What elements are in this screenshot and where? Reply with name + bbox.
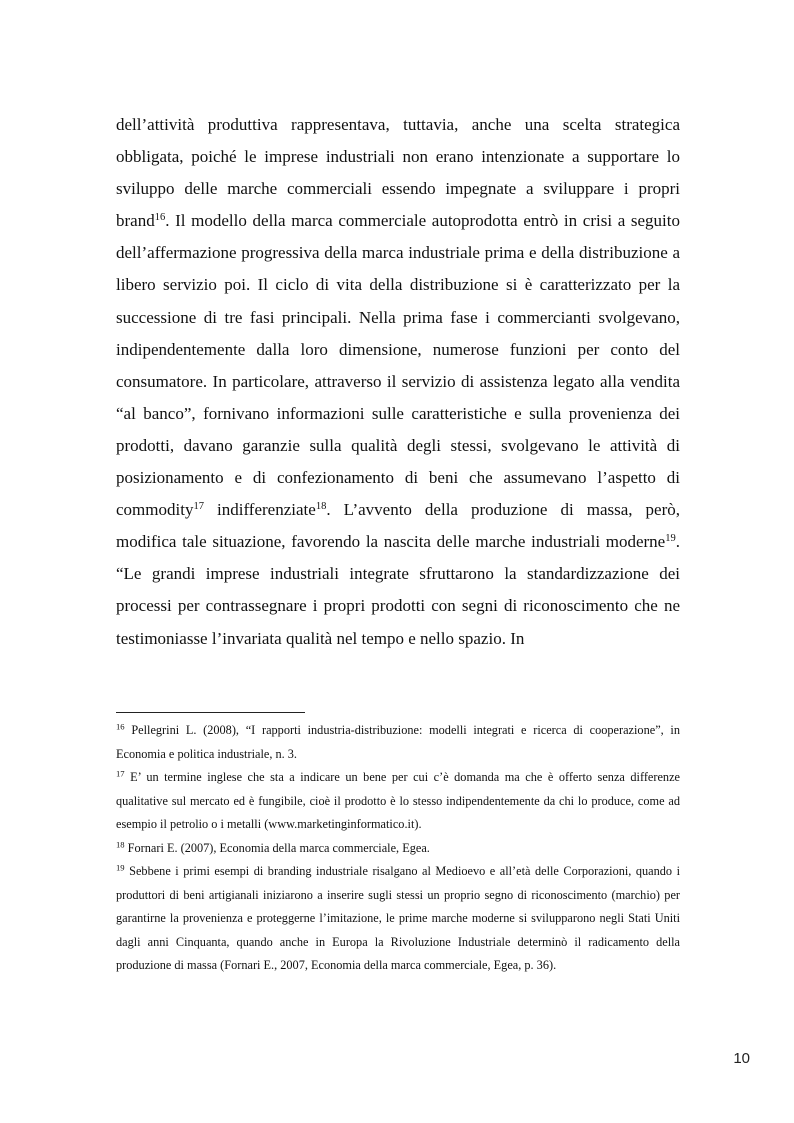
footnote-ref-17: 17 xyxy=(193,501,204,513)
body-text-segment: dell’attività produttiva rappresentava, tuttavia, anche una scelta strategica obbligata, poiché le imprese industriali non erano intenzionate a supportare lo sviluppo delle marche commerciali essendo impegnate a sviluppare i propri brand xyxy=(116,115,680,231)
body-paragraph xyxy=(116,109,680,655)
footnote-text: Sebbene i primi esempi di branding industriale risalgano al Medioevo e all’età delle Corporazioni, quando i produttori di beni artigianali iniziarono a inserire sugli stessi un proprio segno di riconoscimento (marchio) per garantirne la provenienza e proteggerne l’imitazione, le prime marche moderne si svilupparono negli Stati Uniti dagli anni Cinquanta, quando anche in Europa la Rivoluzione Industriale determinò il radicamento della produzione di massa (Fornari E., 2007, Economia della marca commerciale, Egea, p. 36). xyxy=(116,864,680,972)
footnote-text: Pellegrini L. (2008), “I rapporti industria-distribuzione: modelli integrati e ricerca di cooperazione”, in Economia e politica industriale, n. 3. xyxy=(116,723,680,761)
footnote-text: E’ un termine inglese che sta a indicare un bene per cui c’è domanda ma che è offerto senza differenze qualitative sul mercato ed è fungibile, cioè il prodotto è lo stesso indipendentemente da chi lo produce, come ad esempio il petrolio o i metalli (www.marketinginformatico.it). xyxy=(116,770,680,831)
footnote-18 xyxy=(116,837,680,861)
body-text-segment: indifferenziate xyxy=(203,500,316,520)
footnote-ref-19: 19 xyxy=(665,533,676,545)
footnote-ref-16: 16 xyxy=(154,212,166,224)
body-text-segment: . Il modello della marca commerciale autoprodotta entrò in crisi a seguito dell’affermazione progressiva della marca industriale prima e della distribuzione a libero servizio poi. Il ciclo di vita della distribuzione si è caratterizzato per la successione di tre fasi principali. Nella prima fase i commercianti svolgevano, indipendentemente dalla loro dimensione, numerose funzioni per conto del consumatore. In particolare, attraverso il servizio di assistenza legato alla vendita “al banco”, fornivano informazioni sulle caratteristiche e sulla provenienza dei prodotti, davano garanzie sulla qualità degli stessi, svolgevano le attività di posizionamento e di confezionamento di beni che assumevano l’aspetto di commodity xyxy=(116,211,680,520)
body-text-segment: . L’avvento della produzione di massa, però, modifica tale situazione, favorendo la nascita delle marche industriali moderne xyxy=(116,500,681,552)
footnote-separator xyxy=(116,712,305,713)
footnote-ref-18: 18 xyxy=(315,501,327,513)
footnote-19 xyxy=(116,860,680,978)
footnote-text: Fornari E. (2007), Economia della marca commerciale, Egea. xyxy=(124,840,430,855)
page-number: 10 xyxy=(733,1050,750,1067)
footnotes xyxy=(116,719,680,978)
footnote-number: 18 xyxy=(116,839,125,850)
footnote-number: 17 xyxy=(116,768,125,779)
body-text-segment: . “Le grandi imprese industriali integrate sfruttarono la standardizzazione dei processi per contrassegnare i propri prodotti con segni di riconoscimento che ne testimoniasse l’invariata qualità nel tempo e nello spazio. In xyxy=(116,532,680,648)
footnote-16 xyxy=(116,719,680,766)
footnote-17 xyxy=(116,766,680,837)
footnote-number: 16 xyxy=(116,721,125,732)
footnote-number: 19 xyxy=(116,862,125,873)
